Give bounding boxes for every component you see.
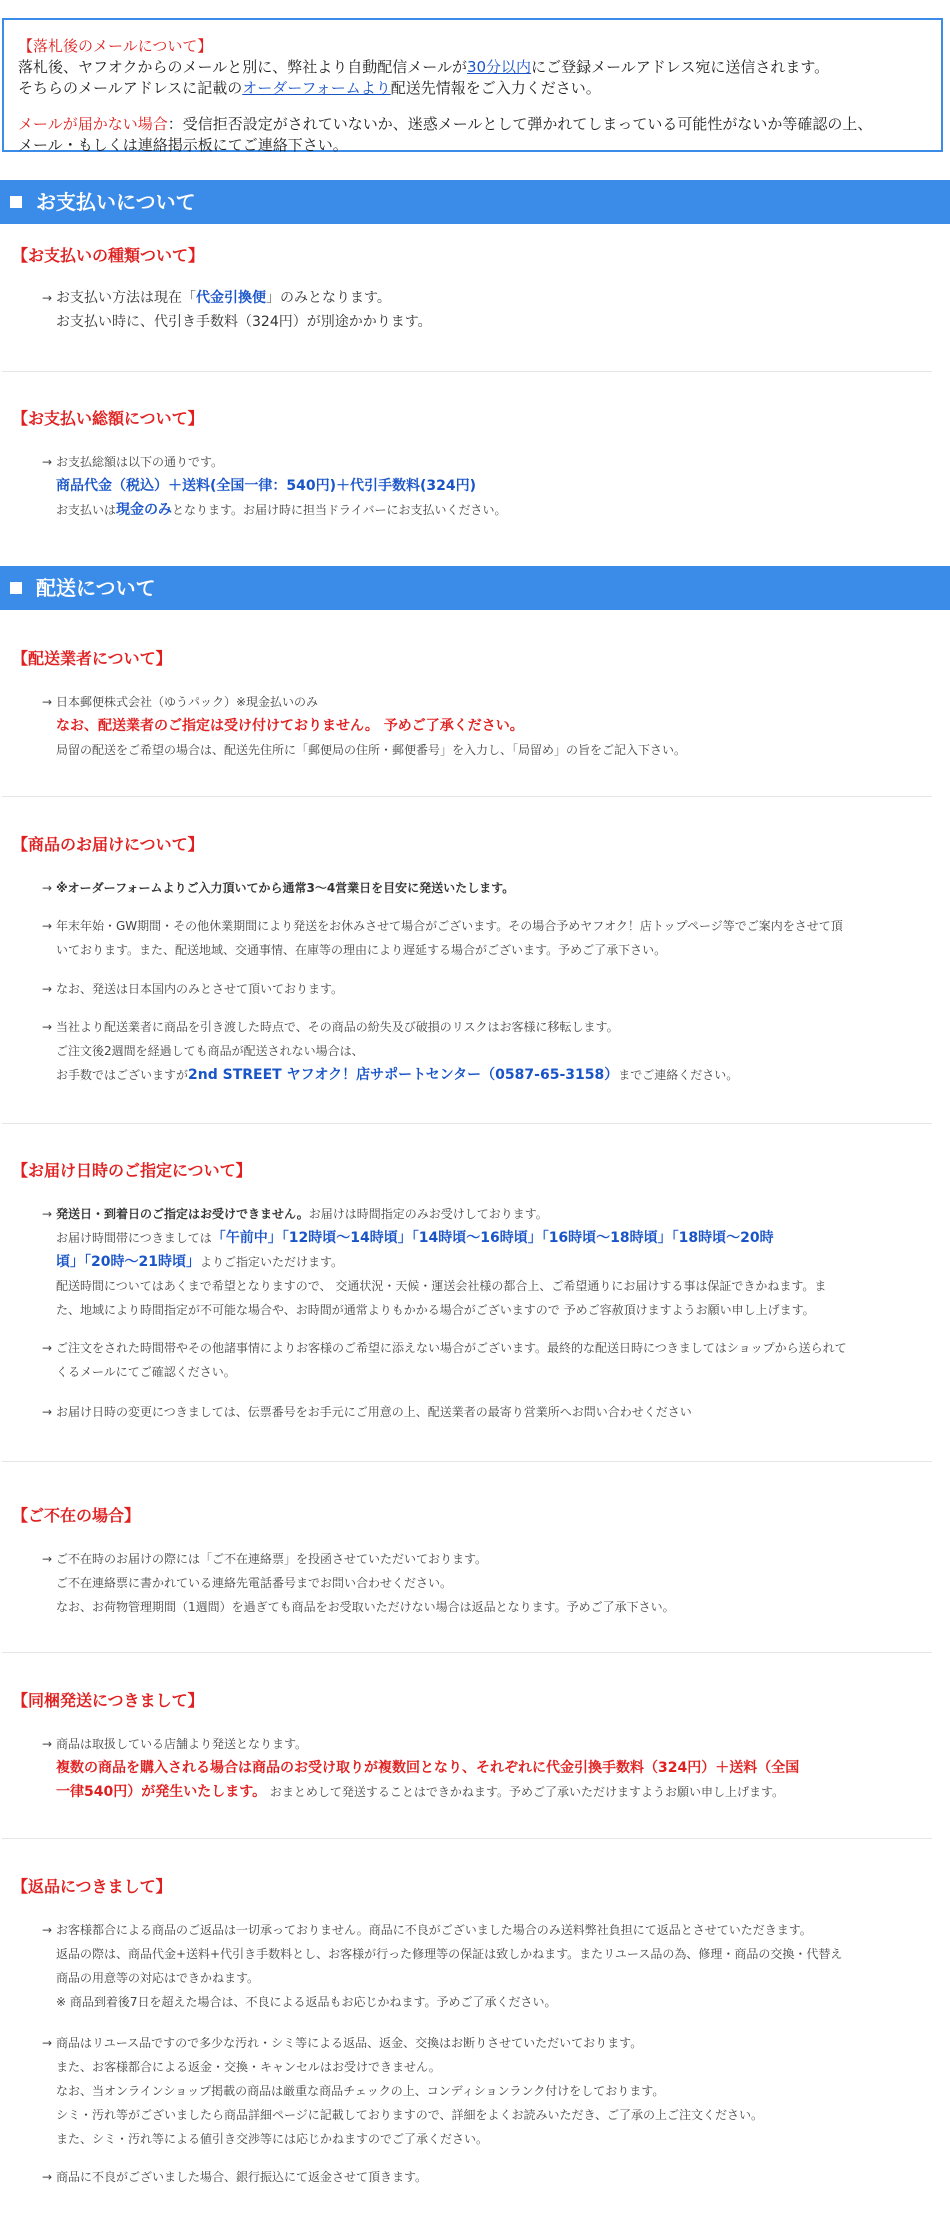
time-slots: 「午前中」「12時頃～14時頃」「14時頃～16時頃」「16時頃～18時頃」「18時頃～20時 [211,1230,774,1246]
heading-delivery: 【商品のお届けについて】 [12,835,204,854]
arrow-icon: → [42,1552,53,1566]
delivery-item-1: → ※オーダーフォームよりご入力頂いてから通常3～4営業日を目安に発送いたします。 [42,876,927,900]
arrow-icon: → [42,982,53,996]
mail-notice-box [2,18,943,152]
notice-line2: そちらのメールアドレスに記載の [18,79,243,97]
arrow-icon: → [42,455,53,469]
return-item-1: → お客様都合による商品のご返品は一切承っておりません。商品に不良がございました場合のみ送料弊社負担にて返品とさせていただきます。 返品の際は、商品代金+送料+代引き手数料とし、お客様が行った修理等の保証は致しかねます。またリユース品の為、修理・商品の交換・代替え 商品の用意等の対応はできかねます。 ※ 商品到着後7日を超えた場合は、不良による返品もお応じかねます。予めご了承ください。 [42,1918,927,2014]
section-band-payment [0,180,950,224]
heading-bundle: 【同梱発送につきまして】 [12,1691,204,1710]
cod-label: 代金引換便 [196,290,266,306]
arrow-icon: → [42,1923,53,1937]
arrow-icon: → [42,1341,53,1355]
divider [2,1461,932,1462]
support-center: 2nd STREET ヤフオク！店サポートセンター（0587-65-3158） [188,1067,619,1083]
payment-total-item: → お支払総額は以下の通りです。 商品代金（税込）＋送料(全国一律：540円)＋代引手数料(324円) お支払いは現金のみとなります。お届け時に担当ドライバーにお支払いください。 [42,450,927,522]
divider [2,1123,932,1124]
heading-return: 【返品につきまして】 [12,1877,172,1896]
arrow-icon: → [42,2036,53,2050]
band-title: 配送について [36,576,156,600]
arrow-icon: → [42,1207,53,1221]
heading-absent: 【ご不在の場合】 [12,1506,141,1525]
notice-line1-end: にご登録メールアドレス宛に送信されます。 [531,58,830,76]
delivery-item-3: → なお、発送は日本国内のみとさせて頂いております。 [42,977,927,1001]
heading-payment-total: 【お支払い総額について】 [12,409,204,428]
carrier-item: → 日本郵便株式会社（ゆうパック）※現金払いのみ なお、配送業者のご指定は受け付けておりません。 予めご了承ください。 局留の配送をご希望の場合は、配送先住所に「郵便局の住所・郵便番号」を入力し、「局留め」の旨をご記入下さい。 [42,690,927,762]
arrow-icon: → [42,1737,53,1751]
heading-carrier: 【配送業者について】 [12,649,172,668]
return-item-3: → 商品に不良がございました場合、銀行振込にて返金させて頂きます。 [42,2165,927,2189]
arrow-icon: → [42,881,53,895]
payment-type-item: → お支払い方法は現在「代金引換便」のみとなります。 お支払い時に、代引き手数料（324円）が別途かかります。 [42,286,927,334]
arrow-icon: → [42,1020,53,1034]
arrow-icon: → [42,2170,53,2184]
notice-warn-text: ：受信拒否設定がされていないか、迷惑メールとして弾かれてしまっている可能性がないか等確認の上、 [167,115,873,133]
square-bullet-icon [10,582,22,594]
order-form-link[interactable]: オーダーフォームより [242,79,391,97]
arrow-icon: → [42,695,53,709]
arrow-icon: → [42,1405,53,1419]
delivery-item-2: → 年末年始・GW期間・その他休業期間により発送をお休みさせて場合がございます。その場合予めヤフオク！店トップページ等でご案内をさせて頂 いております。また、配送地域、交通事情、在庫等の理由により遅延する場合がございます。予めご了承下さい。 [42,914,927,962]
bundle-warning: 複数の商品を購入される場合は商品のお受け取りが複数回となり、それぞれに代金引換手数料（324円）＋送料（全国 [56,1760,800,1776]
date-item-3: → お届け日時の変更につきましては、伝票番号をお手元にご用意の上、配送業者の最寄り営業所へお問い合わせください [42,1400,927,1424]
total-formula: 商品代金（税込）＋送料(全国一律：540円)＋代引手数料(324円) [56,478,477,494]
cash-only: 現金のみ [116,502,173,518]
carrier-note: なお、配送業者のご指定は受け付けておりません。 予めご了承ください。 [56,718,524,734]
date-item-1: → 発送日・到着日のご指定はお受けできません。お届けは時間指定のみお受けしております。 お届け時間帯につきましては「午前中」「12時頃～14時頃」「14時頃～16時頃」「16時頃～18時頃」「18時頃～20時 頃」「20時～21時頃」よりご指定いただけます。 配送時間についてはあくまで希望となりますので、 交通状況・天候・運送会社様の都合上、ご希望通りにお届けする事は保証できかねます。ま た、地域により時間指定が不可能な場合や、お時間が通常よりもかかる場合がございますので 予めご容赦頂けますようお願い申し上げます。 [42,1202,927,1322]
square-bullet-icon [10,196,22,208]
notice-title: 【落札後のメールについて】 [18,37,213,55]
notice-warn-text2: メール・もしくは連絡掲示板にてご連絡下さい。 [18,136,348,154]
arrow-icon: → [42,919,53,933]
date-item-2: → ご注文をされた時間帯やその他諸事情によりお客様のご希望に添えない場合がございます。最終的な配送日時につきましてはショップから送られて くるメールにてご確認ください。 [42,1336,927,1384]
absent-item: → ご不在時のお届けの際には「ご不在連絡票」を投函させていただいております。 ご不在連絡票に書かれている連絡先電話番号までお問い合わせください。 なお、お荷物管理期間（1週間）を過ぎても商品をお受取いただけない場合は返品となります。予めご了承下さい。 [42,1547,927,1619]
bundle-item: → 商品は取扱している店舗より発送となります。 複数の商品を購入される場合は商品のお受け取りが複数回となり、それぞれに代金引換手数料（324円）＋送料（全国 一律540円）が発生いたします。 おまとめして発送することはできかねます。予めご了承いただけますようお願い申し上げます。 [42,1732,927,1804]
divider [2,1652,932,1653]
notice-warn-label: メールが届かない場合 [18,115,168,133]
heading-payment-type: 【お支払いの種類ついて】 [12,246,205,265]
divider [2,1838,932,1839]
arrow-icon: → [42,291,53,305]
divider [2,371,932,372]
notice-30min-link[interactable]: 30分以内 [466,58,532,76]
divider [2,796,932,797]
return-item-2: → 商品はリユース品ですので多少な汚れ・シミ等による返品、返金、交換はお断りさせていただいております。 また、お客様都合による返金・交換・キャンセルはお受けできません。 なお、当オンラインショップ掲載の商品は厳重な商品チェックの上、コンディションランク付けをしております。 シミ・汚れ等がございましたら商品詳細ページに記載しておりますので、詳細をよくお読みいただき、ご了承の上ご注文ください。 また、シミ・汚れ等による値引き交渉等には応じかねますのでご了承ください。 [42,2031,927,2151]
delivery-item-4: → 当社より配送業者に商品を引き渡した時点で、その商品の紛失及び破損のリスクはお客様に移転します。 ご注文後2週間を経過しても商品が配送されない場合は、 お手数ではございますが2nd STREET ヤフオク！店サポートセンター（0587-65-3158）までご連絡ください。 [42,1015,927,1087]
band-title: お支払いについて [36,190,196,214]
notice-line2-end: 配送先情報をご入力ください。 [390,79,601,97]
section-band-shipping [0,566,950,610]
heading-delivery-date: 【お届け日時のご指定について】 [12,1161,252,1180]
notice-line1: 落札後、ヤフオクからのメールと別に、弊社より自動配信メールが [18,58,467,76]
